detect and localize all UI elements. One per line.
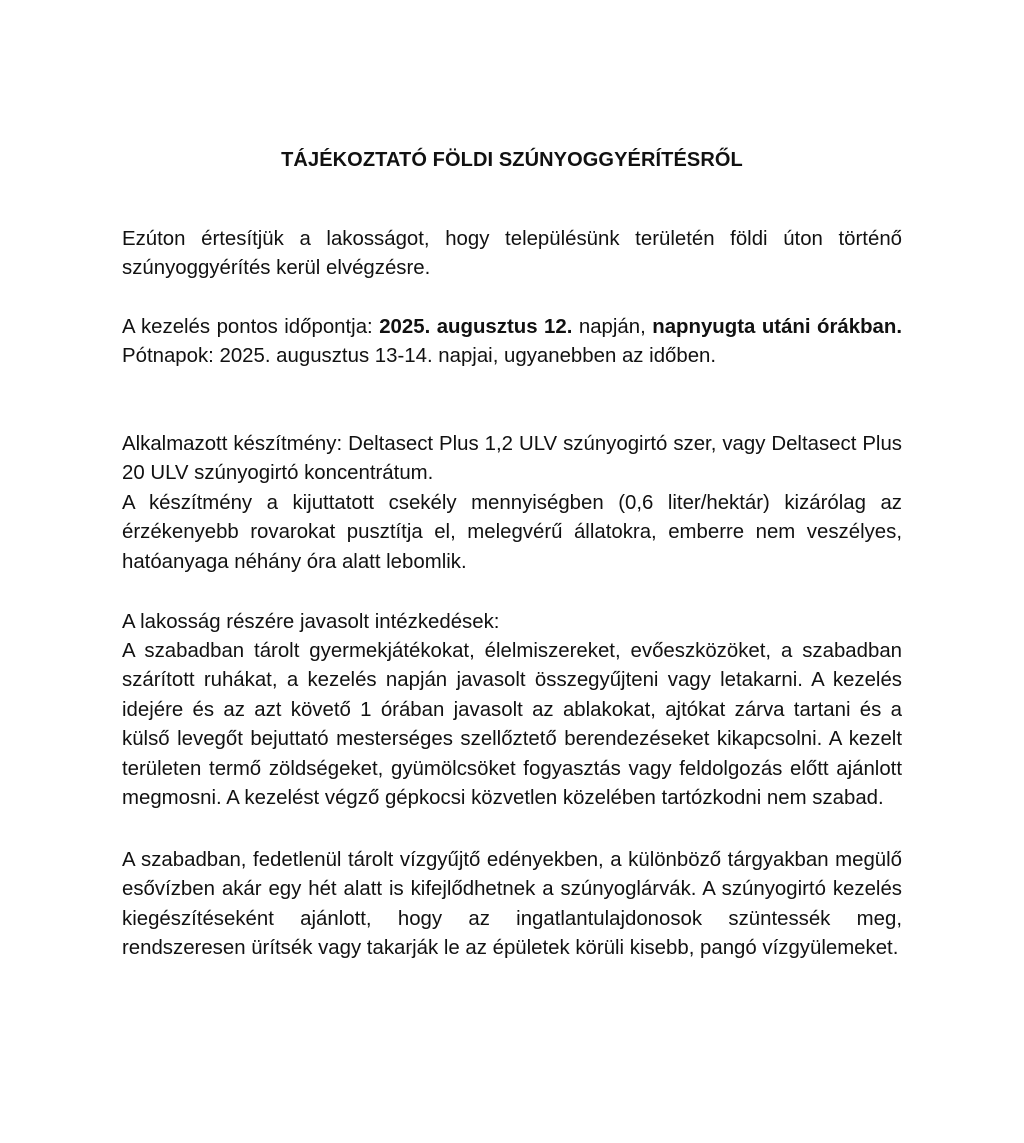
schedule-prefix: A kezelés pontos időpontja: xyxy=(122,316,380,338)
intro-paragraph: Ezúton értesítjük a lakosságot, hogy településünk területén földi úton történő szúnyoggyérítés kerül elvégzésre. xyxy=(122,228,902,280)
schedule-middle: napján, xyxy=(572,316,653,338)
product-paragraph: Alkalmazott készítmény: Deltasect Plus 1,2 ULV szúnyogirtó szer, vagy Deltasect Plus 20 ULV szúnyogirtó koncentrátum. xyxy=(122,433,902,485)
schedule-paragraph xyxy=(122,313,902,372)
treatment-date: 2025. augusztus 12. xyxy=(379,316,573,338)
larvae-paragraph: A szabadban, fedetlenül tárolt vízgyűjtő edényekben, a különböző tárgyakban megülő esővízben akár egy hét alatt is kifejlődhetnek a szúnyoglárvák. A szúnyogirtó kezelés kiegészítéseként ajánlott, hogy az ingatlantulajdonosok szüntessék meg, rendszeresen ürítsék vagy takarják le az épületek körüli kisebb, pangó vízgyülemeket. xyxy=(122,849,902,960)
safety-paragraph: A készítmény a kijuttatott csekély mennyiségben (0,6 liter/hektár) kizárólag az érzékenyebb rovarokat pusztítja el, melegvérű állatokra, emberre nem veszélyes, hatóanyaga néhány óra alatt lebomlik. xyxy=(122,492,902,573)
measures-paragraph: A szabadban tárolt gyermekjátékokat, élelmiszereket, evőeszközöket, a szabadban szárított ruhákat, a kezelés napján javasolt összegyűjteni vagy letakarni. A kezelés idejére és az azt követő 1 órában javasolt az ablakokat, ajtókat zárva tartani és a külső levegőt bejuttató mesterséges szellőztető berendezéseket kikapcsolni. A kezelt területen termő zöldségeket, gyümölcsöket fogyasztás vagy feldolgozás előtt ajánlott megmosni. A kezelést végző gépkocsi közvetlen közelében tartózkodni nem szabad. xyxy=(122,640,902,810)
document-title: TÁJÉKOZTATÓ FÖLDI SZÚNYOGGYÉRÍTÉSRŐL xyxy=(281,149,743,171)
treatment-time: napnyugta utáni órákban. xyxy=(652,316,902,338)
measures-heading: A lakosság részére javasolt intézkedések: xyxy=(122,611,500,633)
backup-days: Pótnapok: 2025. augusztus 13-14. napjai, ugyanebben az időben. xyxy=(122,345,717,368)
